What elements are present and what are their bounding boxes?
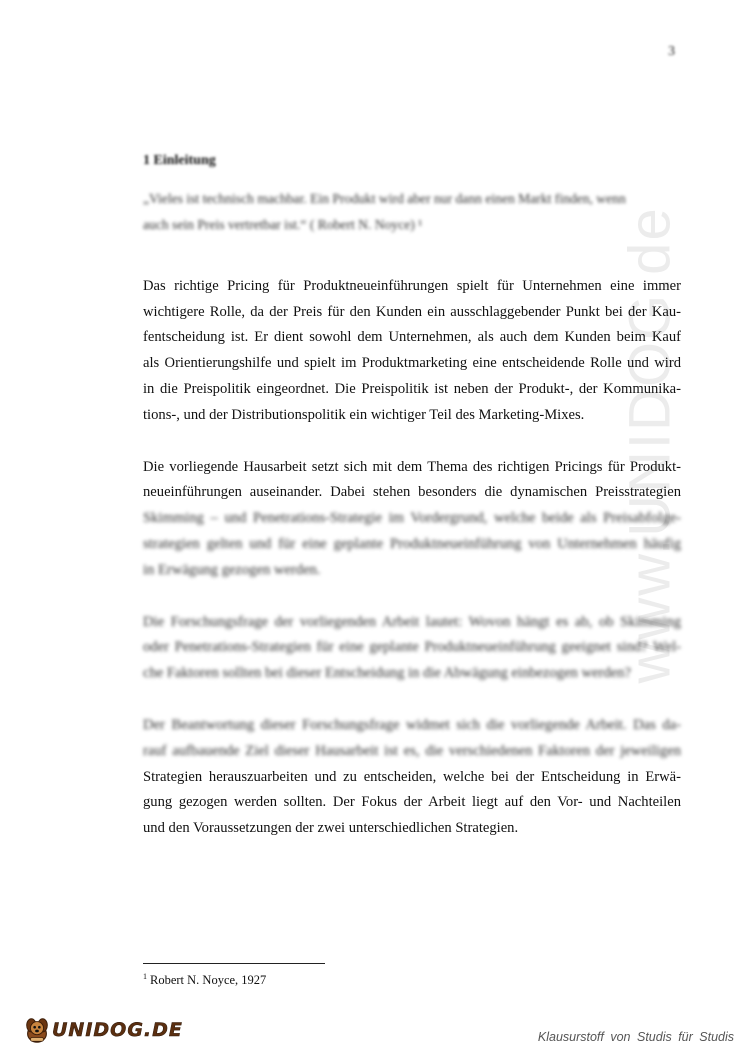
footnote	[143, 972, 266, 988]
paragraph-line: Die Forschungsfrage der vorliegenden Arbeit lautet: Wovon hängt es ab, ob Skimming	[143, 613, 681, 630]
paragraph-line: wichtigere Rolle, da der Preis für den Kunden ein ausschlaggebender Punkt bei der Kau-	[143, 303, 681, 320]
paragraph-line: in Erwägung gezogen werden.	[143, 561, 321, 578]
document-body	[143, 148, 681, 868]
epigraph-quote	[143, 186, 681, 238]
watermark: www.UNIDOG.de	[617, 206, 683, 684]
section-heading: 1 Einleitung	[143, 153, 216, 168]
paragraph-line: als Orientierungshilfe und spielt im Produktmarketing eine entscheidende Rolle und wird	[143, 355, 681, 372]
paragraph-line: und den Voraussetzungen der zwei unterschiedlichen Strategien.	[143, 820, 519, 837]
tagline: Klausurstoff von Studis für Studis	[537, 1030, 734, 1044]
unidog-logo[interactable]	[22, 1015, 183, 1045]
page-number: 3	[668, 44, 675, 59]
paragraph-line: che Faktoren sollten bei dieser Entscheidung in die Abwägung einbezogen werden?	[143, 665, 631, 682]
paragraph-line: in die Preispolitik eingeordnet. Die Preispolitik ist neben der Produkt-, der Kommunika-	[143, 380, 681, 397]
footnote-divider	[143, 963, 325, 964]
footnote-marker: 1	[143, 972, 147, 981]
logo-wordmark: UNIDOG.DE	[52, 1019, 183, 1041]
paragraph-line: neueinführungen auseinander. Dabei stehen besonders die dynamischen Preisstrategien	[143, 484, 681, 501]
paragraph-line: Skimming – und Penetrations-Strategie im Vordergrund, welche beide als Preisabfolge-	[143, 510, 681, 527]
quote-line: „Vieles ist technisch machbar. Ein Produkt wird aber nur dann einen Markt finden, wenn	[143, 190, 626, 206]
body-paragraph	[143, 455, 681, 584]
quote-line: auch sein Preis vertretbar ist.“ ( Robert N. Noyce) ¹	[143, 216, 423, 232]
footnote-text: Robert N. Noyce, 1927	[150, 973, 267, 988]
paragraphs	[143, 274, 681, 842]
paragraph-line: Strategien herauszuarbeiten und zu entscheiden, welche bei der Entscheidung in Erwä-	[143, 768, 681, 785]
paragraph-line: rauf aufbauende Ziel dieser Hausarbeit ist es, die verschiedenen Faktoren der jeweiligen	[143, 742, 681, 759]
paragraph-line: strategien gelten und für eine geplante Produktneueinführung von Unternehmen häufig	[143, 535, 681, 552]
dog-mascot-icon	[22, 1015, 52, 1045]
paragraph-line: fentscheidung ist. Er dient sowohl dem Unternehmen, als auch dem Kunden beim Kauf	[143, 329, 681, 346]
paragraph-line: Das richtige Pricing für Produktneueinführungen spielt für Unternehmen eine immer	[143, 277, 681, 294]
paragraph-line: Der Beantwortung dieser Forschungsfrage widmet sich die vorliegende Arbeit. Das da-	[143, 716, 681, 733]
body-paragraph	[143, 713, 681, 842]
paragraph-line: oder Penetrations-Strategien für eine geplante Produktneueinführung geeignet sind? Wel-	[143, 639, 681, 656]
body-paragraph	[143, 274, 681, 429]
paragraph-line: tions-, und der Distributionspolitik ein wichtiger Teil des Marketing-Mixes.	[143, 406, 585, 423]
paragraph-line: Die vorliegende Hausarbeit setzt sich mit dem Thema des richtigen Pricings für Produkt-	[143, 458, 681, 475]
paragraph-line: gung gezogen werden sollten. Der Fokus der Arbeit liegt auf den Vor- und Nachteilen	[143, 794, 681, 811]
body-paragraph	[143, 610, 681, 687]
